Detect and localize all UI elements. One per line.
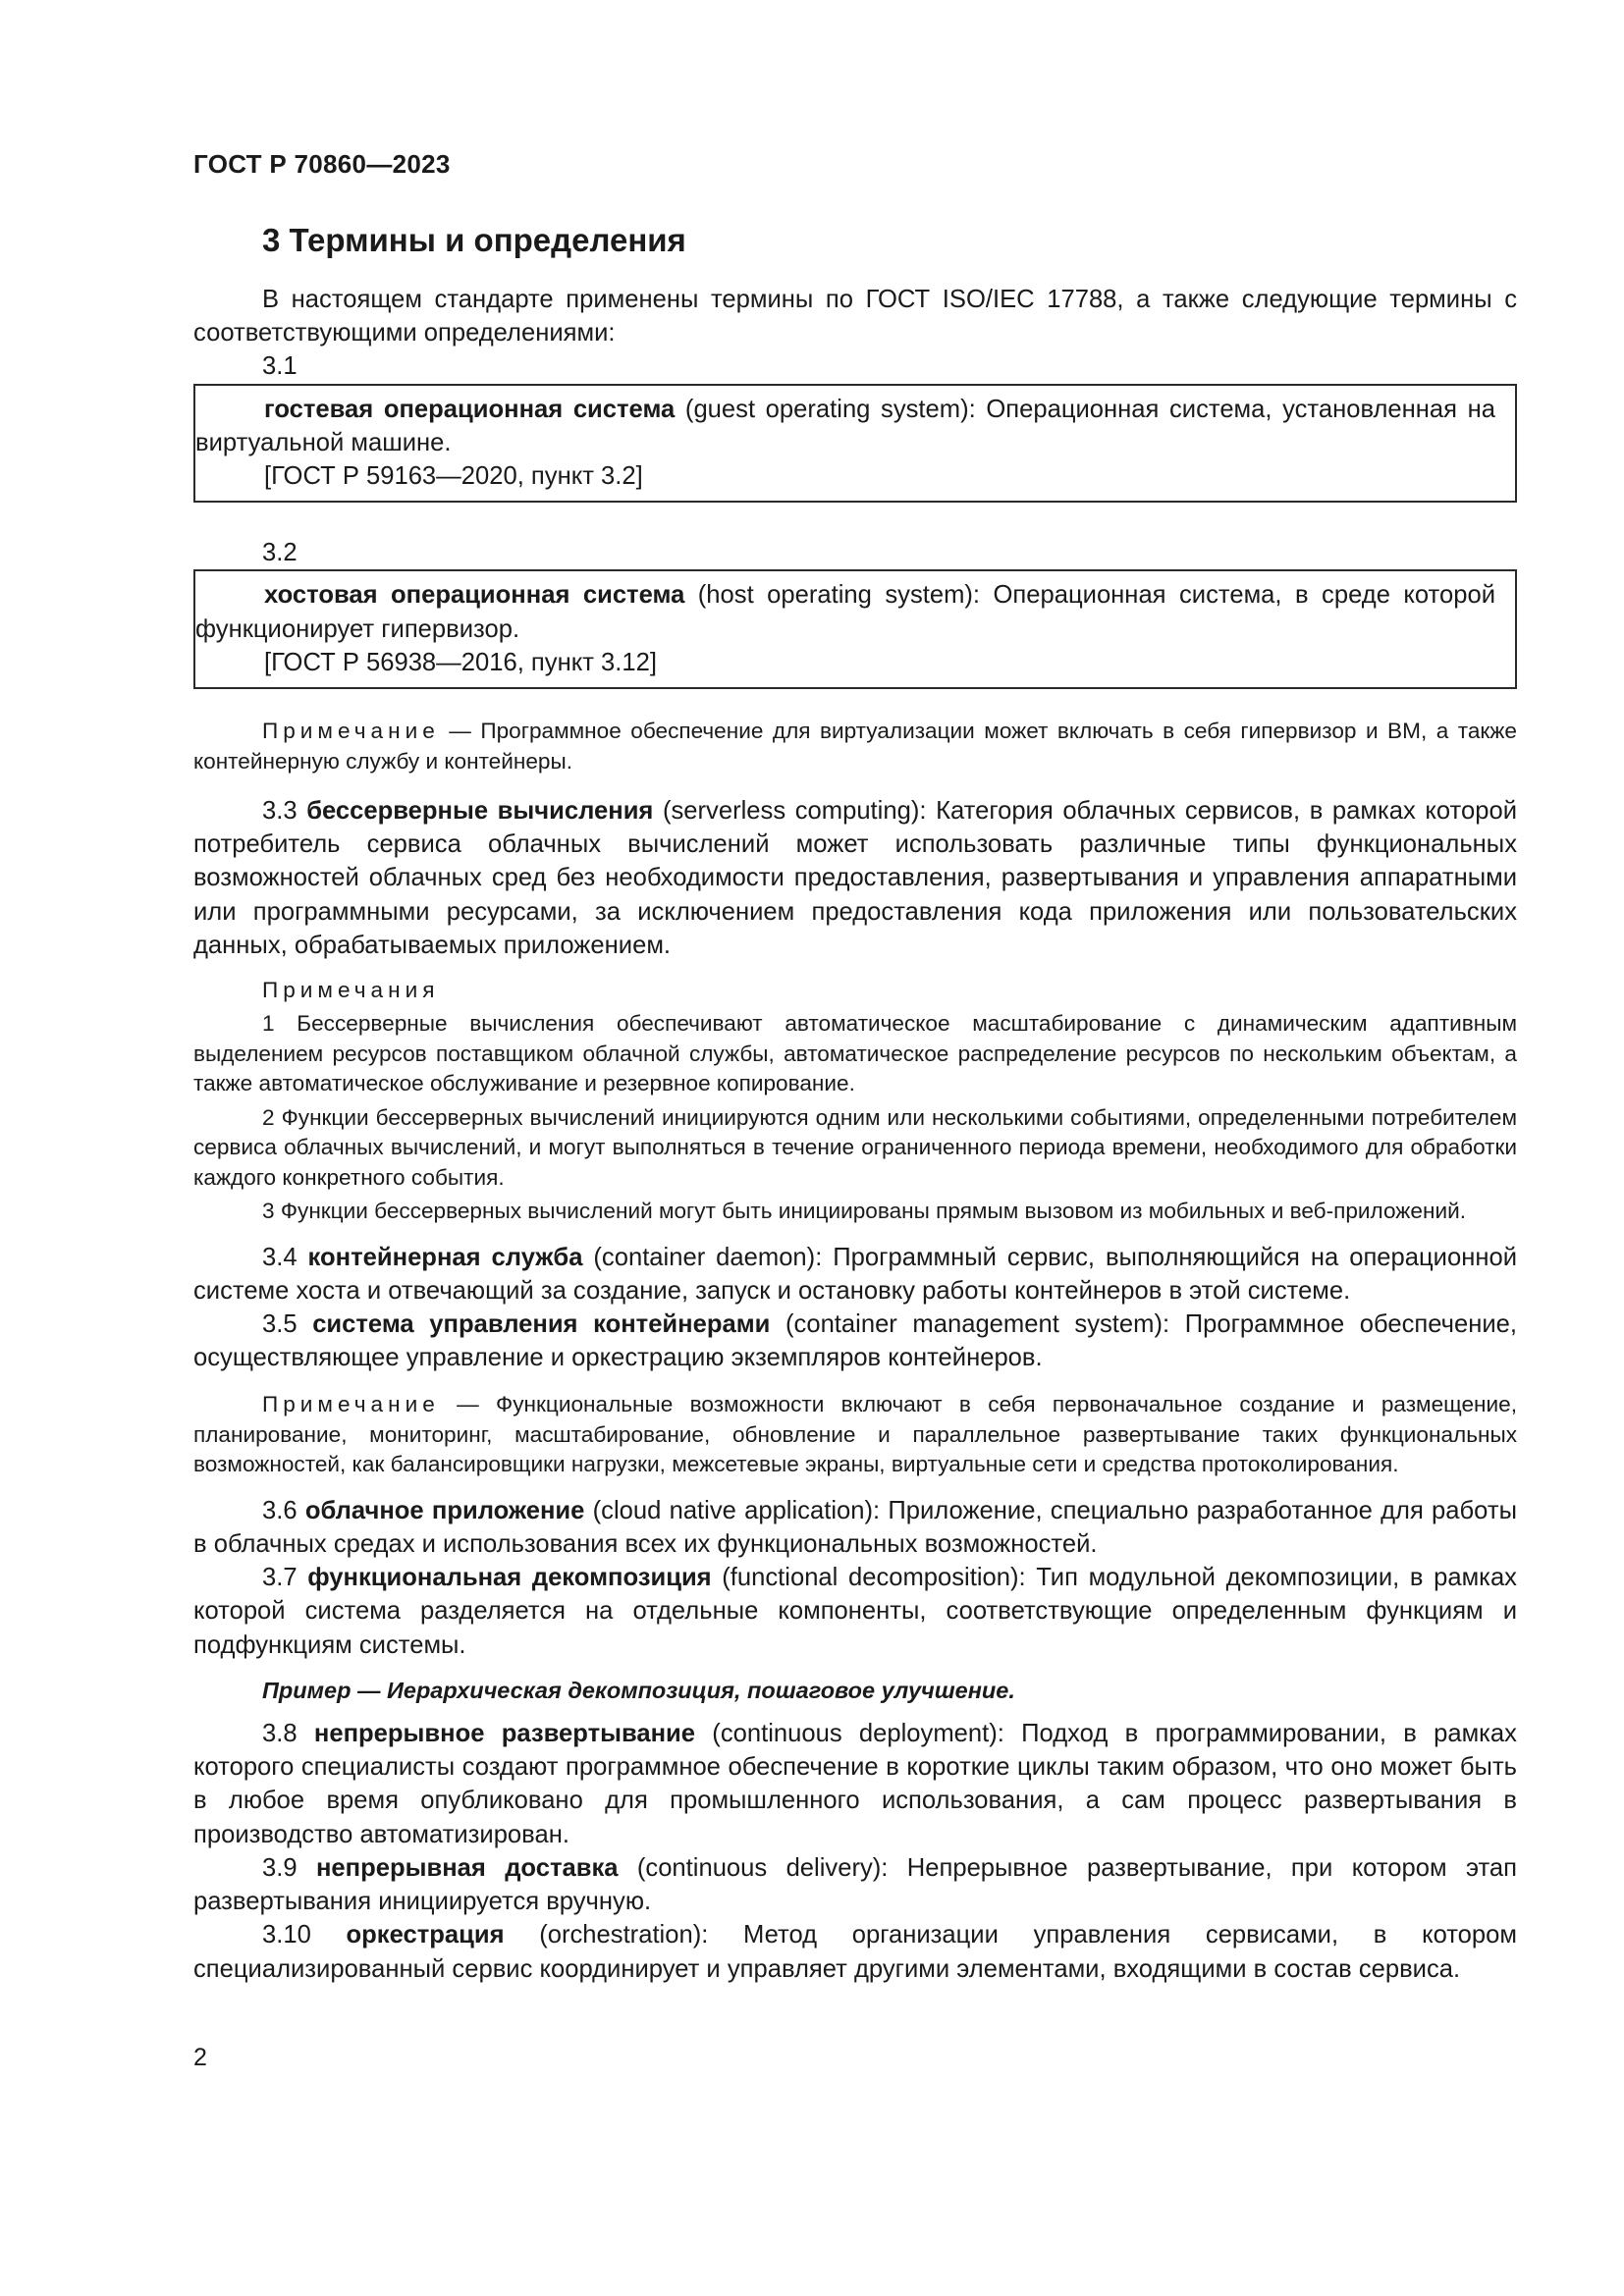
notes-label: Примечания	[262, 978, 440, 1003]
note-text: — Функциональные возможности включают в себя первоначальное создание и размещение, планирование, мониторинг, масштабирование, обновление и параллельное развертывание таких функциональных возможностей, как балансировщики нагрузки, межсетевые экраны, виртуальные сети и средства протоколирования.	[193, 1392, 1517, 1477]
term-name-3-10: оркестрация	[346, 1921, 505, 1949]
term-number-3-2: 3.2	[262, 539, 298, 567]
note-3-2	[193, 717, 1517, 776]
term-text-3-5: (container management system): Программное обеспечение, осуществляющее управление и оркестрацию экземпляров контейнеров.	[193, 1309, 1518, 1372]
term-name-3-6: облачное приложение	[304, 1496, 585, 1524]
note-item-3: 3 Функции бессерверных вычислений могут быть инициированы прямым вызовом из мобильных и веб-приложений.	[262, 1199, 1466, 1224]
term-number-3-8: 3.8	[262, 1720, 314, 1748]
note-text: — Программное обеспечение для виртуализации может включать в себя гипервизор и ВМ, а также контейнерную службу и контейнеры.	[193, 719, 1517, 774]
term-text-3-2: (host operating system): Операционная система, в среде которой функционирует гипервизор.	[195, 581, 1495, 643]
term-number-3-10: 3.10	[262, 1921, 347, 1949]
term-number-3-4: 3.4	[262, 1243, 308, 1271]
document-body	[193, 283, 1517, 1986]
term-3-5	[193, 1308, 1517, 1374]
document-header: ГОСТ Р 70860—2023	[193, 149, 451, 179]
note-label: Примечание	[262, 719, 440, 744]
term-3-4	[193, 1241, 1517, 1308]
term-text-3-4: (container daemon): Программный сервис, выполняющийся на операционной системе хоста и отвечающий за создание, запуск и остановку работы контейнеров в этой системе.	[193, 1243, 1517, 1305]
term-text-3-9: (continuous delivery): Непрерывное развертывание, при котором этап развертывания инициируется вручную.	[193, 1853, 1517, 1916]
term-3-7	[193, 1561, 1517, 1662]
term-box-3-1	[193, 384, 1517, 504]
term-name-3-8: непрерывное развертывание	[313, 1720, 696, 1748]
term-text-3-8: (continuous deployment): Подход в программировании, в рамках которого специалисты создают программное обеспечение в короткие циклы таким образом, что оно может быть в любое время опубликовано для промышленного использования, а сам процесс развертывания в производство автоматизирован.	[193, 1720, 1517, 1848]
term-3-6	[193, 1494, 1517, 1561]
term-text-3-1: (guest operating system): Операционная система, установленная на виртуальной машине.	[195, 395, 1496, 456]
term-definition-3-2	[195, 578, 1495, 645]
note-item-2: 2 Функции бессерверных вычислений инициируются одним или несколькими событиями, определенными потребителем сервиса облачных вычислений, и могут выполняться в течение ограниченного периода времени, необходимого для обработки каждого конкретного события.	[193, 1104, 1517, 1190]
term-3-10	[193, 1918, 1517, 1985]
term-3-3	[193, 794, 1517, 962]
term-text-3-10: (orchestration): Метод организации управления сервисами, в котором специализированный сервис координирует и управляет другими элементами, входящими в состав сервиса.	[193, 1921, 1517, 1983]
example-3-7: Пример — Иерархическая декомпозиция, пошаговое улучшение.	[262, 1677, 1015, 1703]
term-number-3-5: 3.5	[262, 1309, 313, 1338]
page-number: 2	[193, 2044, 207, 2071]
note-item-1: 1 Бессерверные вычисления обеспечивают автоматическое масштабирование с динамическим адаптивным выделением ресурсов поставщиком облачной службы, автоматическое распределение ресурсов по нескольким объектам, а также автоматическое обслуживание и резервное копирование.	[193, 1011, 1517, 1096]
term-definition-3-1	[195, 393, 1495, 459]
term-box-3-2	[193, 569, 1517, 689]
intro-paragraph: В настоящем стандарте применены термины по ГОСТ ISO/IEC 17788, а также следующие термины с соответствующими определениями:	[193, 286, 1517, 347]
term-name-3-9: непрерывная доставка	[315, 1853, 619, 1882]
note-label: Примечание	[262, 1392, 440, 1417]
term-name-3-2: хостовая операционная система	[264, 581, 685, 610]
term-number-3-9: 3.9	[262, 1853, 316, 1882]
term-name-3-7: функциональная декомпозиция	[307, 1564, 712, 1592]
term-name-3-3: бессерверные вычисления	[306, 797, 654, 826]
term-number-3-1: 3.1	[262, 352, 298, 381]
term-text-3-3: (serverless computing): Категория облачных сервисов, в рамках которой потребитель сервиса облачных вычислений может использовать различные типы функциональных возможностей облачных сред без необходимости предоставления, развертывания и управления аппаратными или программными ресурсами, за исключением предоставления кода приложения или пользовательских данных, обрабатываемых приложением.	[193, 797, 1517, 959]
term-source-3-2: [ГОСТ Р 56938—2016, пункт 3.12]	[264, 648, 657, 676]
note-3-5	[193, 1390, 1517, 1480]
term-name-3-4: контейнерная служба	[307, 1243, 583, 1271]
term-3-9	[193, 1851, 1517, 1918]
term-name-3-1: гостевая операционная система	[264, 395, 676, 423]
section-title: 3 Термины и определения	[262, 222, 686, 258]
term-text-3-7: (functional decomposition): Тип модульной декомпозиции, в рамках которой система разделяется на отдельные компоненты, соответствующие определенным функциям и подфункциям системы.	[193, 1564, 1517, 1659]
term-number-3-7: 3.7	[262, 1564, 308, 1592]
term-3-8	[193, 1717, 1517, 1851]
term-source-3-1: [ГОСТ Р 59163—2020, пункт 3.2]	[264, 462, 643, 491]
term-number-3-6: 3.6	[262, 1496, 305, 1524]
term-text-3-6: (cloud native application): Приложение, специально разработанное для работы в облачных средах и использования всех их функциональных возможностей.	[193, 1496, 1517, 1559]
term-name-3-5: система управления контейнерами	[312, 1309, 771, 1338]
term-number-3-3: 3.3	[262, 797, 307, 826]
